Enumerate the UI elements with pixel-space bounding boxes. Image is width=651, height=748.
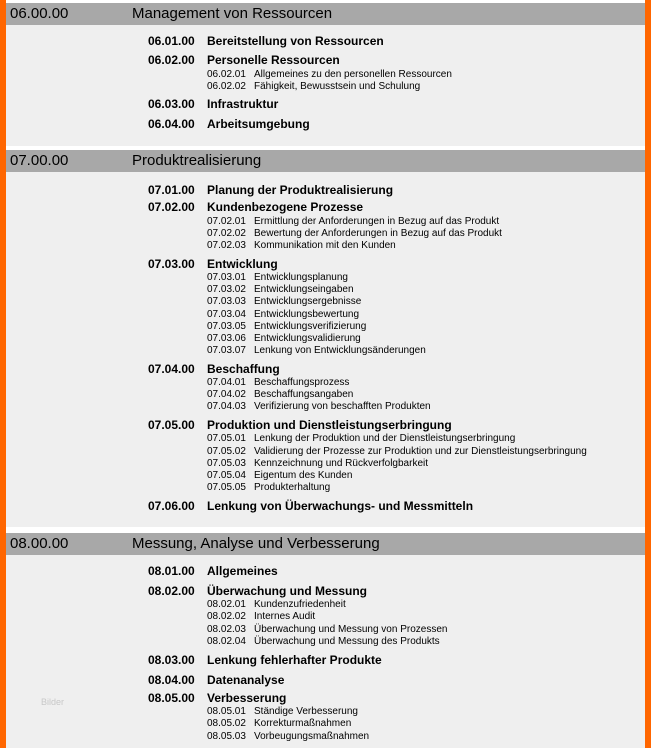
subentry-title: Ständige Verbesserung [254,706,358,717]
toc-subentry [207,377,350,389]
toc-subentry [207,333,361,345]
entry-number: 07.05.00 [148,418,195,432]
subentry-title: Entwicklungseingaben [254,284,354,295]
toc-subentry [207,482,331,494]
watermark: Bilder [41,697,65,707]
entry-number: 08.02.00 [148,584,195,598]
toc-entry [148,52,340,68]
toc-entry [148,652,382,668]
entry-number: 07.06.00 [148,499,195,513]
entry-title: Entwicklung [207,257,278,271]
toc-subentry [207,309,360,321]
toc-entry [148,182,394,198]
section-number: 07.00.00 [10,152,69,169]
toc-subentry [207,611,316,623]
subentry-title: Lenkung von Entwicklungsänderungen [254,345,426,356]
toc-subentry [207,706,358,718]
entry-title: Personelle Ressourcen [207,53,340,67]
subentry-number: 07.04.02 [207,389,246,400]
subentry-title: Überwachung und Messung von Prozessen [254,624,448,635]
subentry-title: Verifizierung von beschafften Produkten [254,401,431,412]
section-header [6,533,645,555]
subentry-number: 07.03.04 [207,309,246,320]
subentry-number: 08.02.04 [207,636,246,647]
subentry-number: 07.03.06 [207,333,246,344]
section-number: 06.00.00 [10,5,69,22]
toc-entry [148,33,384,49]
subentry-title: Fähigkeit, Bewusstsein und Schulung [254,81,421,92]
toc-subentry [207,69,452,81]
subentry-number: 07.02.03 [207,240,246,251]
subentry-number: 07.02.01 [207,216,246,227]
entry-number: 07.02.00 [148,200,195,214]
subentry-title: Entwicklungsbewertung [254,309,360,320]
subentry-number: 07.05.01 [207,433,246,444]
entry-number: 08.05.00 [148,691,195,705]
subentry-title: Entwicklungsvalidierung [254,333,361,344]
subentry-number: 07.05.05 [207,482,246,493]
section-header [6,3,645,25]
entry-number: 06.04.00 [148,117,195,131]
subentry-number: 07.05.03 [207,458,246,469]
entry-number: 07.03.00 [148,257,195,271]
toc-subentry [207,624,448,636]
toc-entry [148,199,364,215]
subentry-title: Kundenzufriedenheit [254,599,346,610]
entry-title: Datenanalyse [207,673,285,687]
entry-title: Infrastruktur [207,97,279,111]
toc-subentry [207,240,396,252]
subentry-number: 06.02.01 [207,69,246,80]
toc-entry [148,116,310,132]
toc-entry [148,256,278,272]
section-title: Messung, Analyse und Verbesserung [132,535,380,552]
entry-title: Arbeitsumgebung [207,117,310,131]
entry-title: Verbesserung [207,691,287,705]
toc-subentry [207,345,426,357]
subentry-number: 07.03.07 [207,345,246,356]
subentry-title: Kommunikation mit den Kunden [254,240,396,251]
document-page [6,0,645,748]
toc-subentry [207,470,353,482]
subentry-title: Überwachung und Messung des Produkts [254,636,440,647]
toc-subentry [207,636,440,648]
subentry-title: Entwicklungsplanung [254,272,348,283]
toc-entry [148,672,285,688]
toc-subentry [207,228,502,240]
entry-number: 07.01.00 [148,183,195,197]
toc-subentry [207,433,516,445]
subentry-number: 08.02.01 [207,599,246,610]
entry-title: Bereitstellung von Ressourcen [207,34,384,48]
entry-title: Allgemeines [207,564,278,578]
subentry-number: 07.03.01 [207,272,246,283]
toc-subentry [207,446,587,458]
entry-title: Lenkung von Überwachungs- und Messmitteln [207,499,474,513]
subentry-number: 08.02.03 [207,624,246,635]
subentry-title: Beschaffungsprozess [254,377,350,388]
toc-subentry [207,216,500,228]
toc-entry [148,96,279,112]
subentry-number: 07.05.02 [207,446,246,457]
subentry-title: Ermittlung der Anforderungen in Bezug auf das Produkt [254,216,500,227]
subentry-title: Lenkung der Produktion und der Dienstleistungserbringung [254,433,516,444]
subentry-title: Allgemeines zu den personellen Ressourcen [254,69,452,80]
entry-number: 06.03.00 [148,97,195,111]
toc-subentry [207,599,346,611]
toc-entry [148,417,452,433]
entry-title: Produktion und Dienstleistungserbringung [207,418,452,432]
subentry-number: 07.03.02 [207,284,246,295]
subentry-number: 06.02.02 [207,81,246,92]
entry-title: Lenkung fehlerhafter Produkte [207,653,382,667]
entry-number: 06.02.00 [148,53,195,67]
entry-number: 08.01.00 [148,564,195,578]
subentry-number: 07.03.03 [207,296,246,307]
subentry-title: Validierung der Prozesse zur Produktion und zur Dienstleistungserbringung [254,446,587,457]
entry-number: 08.04.00 [148,673,195,687]
subentry-title: Internes Audit [254,611,316,622]
subentry-title: Entwicklungsverifizierung [254,321,367,332]
subentry-title: Vorbeugungsmaßnahmen [254,731,370,742]
section-number: 08.00.00 [10,535,69,552]
subentry-number: 08.02.02 [207,611,246,622]
toc-entry [148,583,368,599]
subentry-number: 07.05.04 [207,470,246,481]
subentry-number: 07.02.02 [207,228,246,239]
entry-title: Planung der Produktrealisierung [207,183,394,197]
subentry-title: Korrekturmaßnahmen [254,718,352,729]
toc-entry [148,361,280,377]
toc-entry [148,563,278,579]
toc-subentry [207,296,362,308]
subentry-title: Produkterhaltung [254,482,331,493]
subentry-number: 07.04.03 [207,401,246,412]
toc-subentry [207,81,421,93]
entry-title: Überwachung und Messung [207,584,368,598]
toc-subentry [207,401,431,413]
toc-entry [148,690,287,706]
subentry-title: Bewertung der Anforderungen in Bezug auf das Produkt [254,228,502,239]
subentry-number: 08.05.02 [207,718,246,729]
subentry-title: Entwicklungsergebnisse [254,296,362,307]
entry-number: 08.03.00 [148,653,195,667]
entry-number: 06.01.00 [148,34,195,48]
entry-title: Beschaffung [207,362,280,376]
toc-entry [148,498,474,514]
toc-subentry [207,718,352,730]
subentry-number: 08.05.03 [207,731,246,742]
section-title: Management von Ressourcen [132,5,333,22]
subentry-number: 08.05.01 [207,706,246,717]
toc-subentry [207,731,370,743]
toc-subentry [207,272,348,284]
toc-subentry [207,284,354,296]
toc-subentry [207,458,428,470]
toc-subentry [207,321,367,333]
section-title: Produktrealisierung [132,152,262,169]
subentry-title: Beschaffungsangaben [254,389,354,400]
toc-subentry [207,389,354,401]
entry-title: Kundenbezogene Prozesse [207,200,364,214]
subentry-title: Kennzeichnung und Rückverfolgbarkeit [254,458,428,469]
subentry-title: Eigentum des Kunden [254,470,353,481]
entry-number: 07.04.00 [148,362,195,376]
section-header [6,150,645,172]
subentry-number: 07.04.01 [207,377,246,388]
subentry-number: 07.03.05 [207,321,246,332]
